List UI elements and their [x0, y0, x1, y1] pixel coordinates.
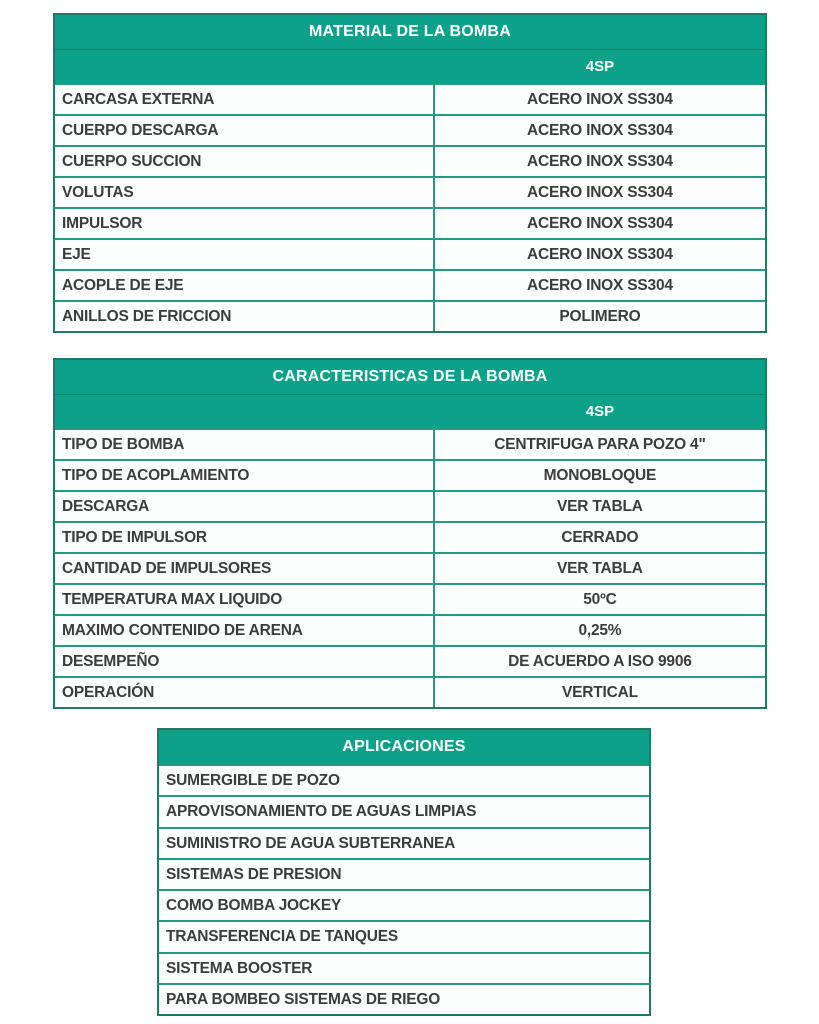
table-row — [55, 145, 765, 176]
caracteristicas-table-subheader — [55, 394, 765, 428]
table-row: COMO BOMBA JOCKEY — [159, 889, 649, 920]
table-row — [55, 300, 765, 331]
table-row — [55, 676, 765, 707]
table-row: SISTEMAS DE PRESION — [159, 858, 649, 889]
row-label: CARCASA EXTERNA — [55, 85, 435, 114]
row-value: CENTRIFUGA PARA POZO 4" — [494, 436, 706, 453]
table-row — [55, 269, 765, 300]
column-header-4sp: 4SP — [585, 58, 615, 75]
row-label: DESEMPEÑO — [55, 647, 435, 676]
row-label: VOLUTAS — [55, 178, 435, 207]
row-value: ACERO INOX SS304 — [527, 122, 673, 139]
caracteristicas-table — [53, 358, 767, 709]
row-label: TIPO DE ACOPLAMIENTO — [55, 461, 435, 490]
row-label: IMPULSOR — [55, 209, 435, 238]
aplicaciones-table — [157, 728, 651, 1016]
row-value: ACERO INOX SS304 — [527, 246, 673, 263]
row-value: VER TABLA — [557, 560, 643, 577]
row-value: 0,25% — [578, 622, 622, 639]
table-row — [55, 83, 765, 114]
table-row — [55, 645, 765, 676]
row-value: ACERO INOX SS304 — [527, 91, 673, 108]
row-value: DE ACUERDO A ISO 9906 — [508, 653, 692, 670]
table-row: SUMERGIBLE DE POZO — [159, 764, 649, 795]
row-label: ANILLOS DE FRICCION — [55, 302, 435, 331]
material-table-title: MATERIAL DE LA BOMBA — [55, 15, 765, 49]
row-label: TIPO DE IMPULSOR — [55, 523, 435, 552]
row-label: TEMPERATURA MAX LIQUIDO — [55, 585, 435, 614]
material-table — [53, 13, 767, 333]
row-label: OPERACIÓN — [55, 678, 435, 707]
row-value: ACERO INOX SS304 — [527, 153, 673, 170]
table-row — [55, 552, 765, 583]
table-row — [55, 614, 765, 645]
table-row: TRANSFERENCIA DE TANQUES — [159, 920, 649, 951]
row-label: CUERPO DESCARGA — [55, 116, 435, 145]
row-value: POLIMERO — [559, 308, 641, 325]
table-row — [55, 583, 765, 614]
row-label: CUERPO SUCCION — [55, 147, 435, 176]
material-table-subheader — [55, 49, 765, 83]
row-label: TIPO DE BOMBA — [55, 430, 435, 459]
table-row: PARA BOMBEO SISTEMAS DE RIEGO — [159, 983, 649, 1014]
subheader-empty-cell — [55, 395, 435, 428]
table-row — [55, 521, 765, 552]
row-value: ACERO INOX SS304 — [527, 184, 673, 201]
caracteristicas-table-title: CARACTERISTICAS DE LA BOMBA — [55, 360, 765, 394]
table-row: SISTEMA BOOSTER — [159, 952, 649, 983]
row-value: VER TABLA — [557, 498, 643, 515]
table-row: SUMINISTRO DE AGUA SUBTERRANEA — [159, 827, 649, 858]
row-value: MONOBLOQUE — [543, 467, 657, 484]
row-value: VERTICAL — [561, 684, 638, 701]
row-value: 50ºC — [583, 591, 617, 608]
row-label: EJE — [55, 240, 435, 269]
row-value: ACERO INOX SS304 — [527, 215, 673, 232]
table-row — [55, 207, 765, 238]
table-row: APROVISONAMIENTO DE AGUAS LIMPIAS — [159, 795, 649, 826]
column-header-4sp: 4SP — [585, 403, 615, 420]
row-value: ACERO INOX SS304 — [527, 277, 673, 294]
row-label: ACOPLE DE EJE — [55, 271, 435, 300]
row-label: DESCARGA — [55, 492, 435, 521]
row-value: CERRADO — [561, 529, 639, 546]
row-label: CANTIDAD DE IMPULSORES — [55, 554, 435, 583]
table-row — [55, 490, 765, 521]
table-row — [55, 428, 765, 459]
row-label: MAXIMO CONTENIDO DE ARENA — [55, 616, 435, 645]
table-row — [55, 459, 765, 490]
table-row — [55, 176, 765, 207]
table-row — [55, 238, 765, 269]
subheader-empty-cell — [55, 50, 435, 83]
aplicaciones-table-title: APLICACIONES — [159, 730, 649, 764]
table-row — [55, 114, 765, 145]
